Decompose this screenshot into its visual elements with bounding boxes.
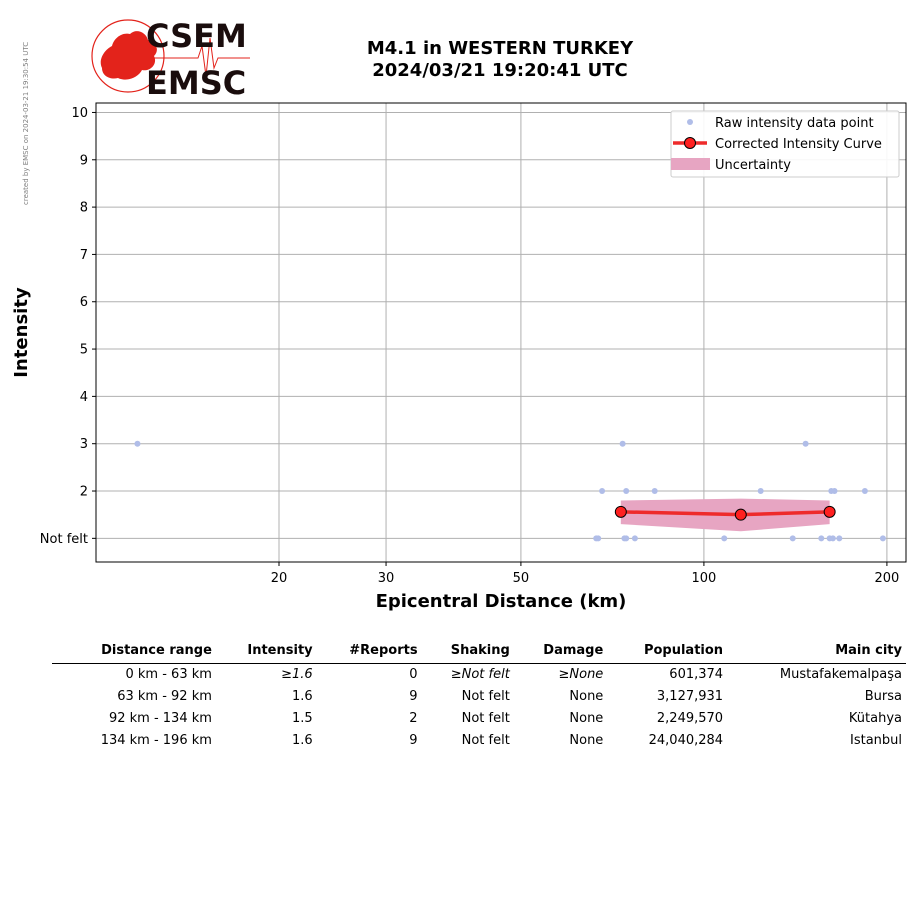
y-tick-label: Not felt (39, 531, 88, 547)
table-cell: Istanbul (849, 733, 902, 748)
table-header-cell: Distance range (52, 640, 216, 664)
table-cell: 1.6 (291, 689, 313, 704)
raw-data-point (830, 535, 836, 541)
raw-data-point (623, 488, 629, 494)
table-cell: 2,249,570 (656, 711, 724, 726)
table-cell: None (569, 733, 604, 748)
table-row (52, 708, 906, 730)
table-cell: Mustafakemalpaşa (779, 667, 902, 682)
table-header-cell: Shaking (422, 640, 514, 664)
y-tick-label: 7 (79, 247, 88, 263)
x-tick-label: 50 (512, 571, 530, 586)
table-cell: 9 (409, 733, 418, 748)
raw-data-point (623, 535, 629, 541)
table-header-cell: #Reports (317, 640, 422, 664)
raw-data-point (862, 488, 868, 494)
raw-data-point (595, 535, 601, 541)
raw-data-point (134, 441, 140, 447)
x-tick-label: 200 (874, 571, 900, 586)
raw-data-point (758, 488, 764, 494)
y-tick-label: 2 (79, 484, 88, 500)
raw-data-point (632, 535, 638, 541)
legend-label: Raw intensity data point (715, 116, 874, 131)
legend (671, 111, 899, 177)
table-cell: ≥None (558, 667, 604, 682)
corrected-curve-marker (615, 506, 626, 517)
table-cell: 63 km - 92 km (117, 689, 212, 704)
table-header-row (52, 640, 906, 664)
table-cell: 601,374 (669, 667, 724, 682)
table-cell: ≥1.6 (281, 667, 313, 682)
chart-title-line-1: M4.1 in WESTERN TURKEY (366, 38, 634, 59)
raw-data-point (818, 535, 824, 541)
chart-title-line-2: 2024/03/21 19:20:41 UTC (372, 60, 628, 81)
raw-data-point (803, 441, 809, 447)
raw-data-point (836, 535, 842, 541)
y-tick-label: 3 (79, 437, 88, 453)
x-axis-label: Epicentral Distance (km) (375, 591, 627, 612)
logo-text-csem: CSEM (146, 17, 247, 55)
table-cell: 24,040,284 (648, 733, 724, 748)
table-cell: 3,127,931 (656, 689, 724, 704)
table-cell: 9 (409, 689, 418, 704)
table-cell: 0 (409, 667, 418, 682)
legend-marker-raw (687, 119, 693, 125)
table-row (52, 664, 906, 687)
table-cell: None (569, 689, 604, 704)
legend-marker-corrected (685, 138, 696, 149)
y-tick-label: 4 (79, 389, 88, 405)
table-cell: Bursa (864, 689, 902, 704)
table-header-cell: Intensity (216, 640, 317, 664)
table-row (52, 686, 906, 708)
raw-data-point (599, 488, 605, 494)
y-tick-label: 8 (79, 200, 88, 216)
table-cell: ≥Not felt (450, 667, 510, 682)
x-tick-label: 20 (270, 571, 288, 586)
y-tick-label: 6 (79, 295, 88, 311)
table-cell: 0 km - 63 km (125, 667, 212, 682)
table-cell: 134 km - 196 km (100, 733, 212, 748)
table-cell: Not felt (461, 733, 510, 748)
corrected-curve-marker (824, 506, 835, 517)
intensity-table (52, 640, 906, 752)
credit-text: created by EMSC on 2024-03-21 19:30:54 UTC (22, 41, 30, 205)
y-tick-label: 9 (79, 153, 88, 169)
table-cell: Not felt (461, 689, 510, 704)
table-cell: 1.5 (291, 711, 313, 726)
raw-data-point (880, 535, 886, 541)
y-tick-label: 10 (71, 105, 88, 121)
legend-label: Corrected Intensity Curve (715, 137, 882, 152)
table-cell: None (569, 711, 604, 726)
raw-data-point (832, 488, 838, 494)
y-axis-label: Intensity (11, 287, 32, 378)
table-cell: 1.6 (291, 733, 313, 748)
y-tick-label: 5 (79, 342, 88, 358)
table-header-cell: Population (607, 640, 727, 664)
table-cell: Not felt (461, 711, 510, 726)
table-body (52, 664, 906, 753)
x-tick-label: 100 (691, 571, 717, 586)
legend-patch-uncertainty (671, 158, 710, 170)
raw-data-point (620, 441, 626, 447)
table-row (52, 730, 906, 752)
table-cell: Kütahya (848, 711, 902, 726)
table-header-cell: Damage (514, 640, 608, 664)
raw-data-point (652, 488, 658, 494)
legend-label: Uncertainty (715, 158, 791, 173)
logo-text-emsc: EMSC (146, 64, 247, 100)
table-header-cell: Main city (727, 640, 906, 664)
x-tick-label: 30 (377, 571, 395, 586)
table-cell: 2 (409, 711, 418, 726)
corrected-curve-marker (735, 509, 746, 520)
table-cell: 92 km - 134 km (108, 711, 212, 726)
raw-data-point (790, 535, 796, 541)
raw-data-point (721, 535, 727, 541)
